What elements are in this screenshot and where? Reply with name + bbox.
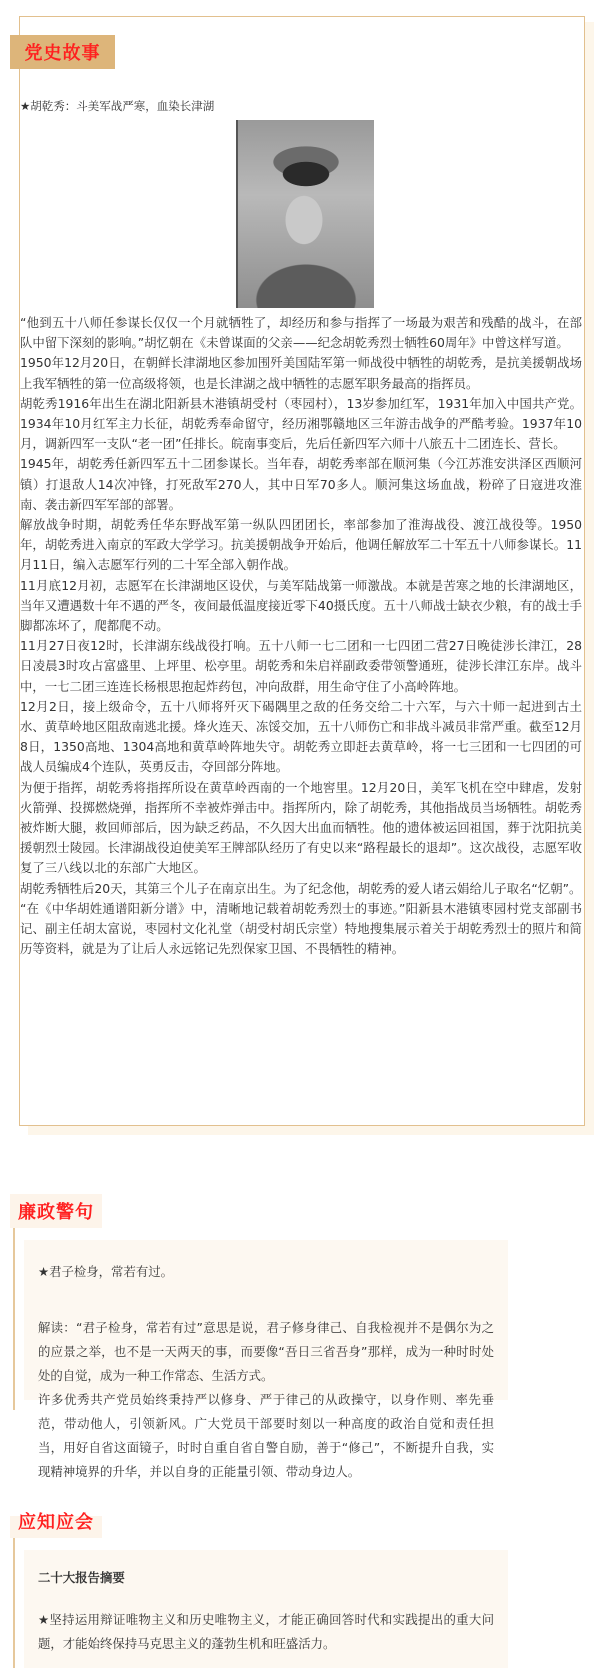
paragraph: “在《中华胡姓通谱阳新分谱》中，清晰地记载着胡乾秀烈士的事迹。”阳新县木港镇枣园村党支部副书记、副主任胡太富说，枣园村文化礼堂（胡受村胡氏宗堂）特地搜集展示着关于胡乾秀烈士的照片和简历等资料，就是为了让后人永远铭记先烈保家卫国、不畏牺牲的精神。 [20,900,582,957]
story-subtitle: ★胡乾秀：斗美军战严寒，血染长津湖 [20,99,215,113]
paragraph: ★坚持运用辩证唯物主义和历史唯物主义，才能正确回答时代和实践提出的重大问题，才能始终保持马克思主义的蓬勃生机和旺盛活力。 [38,1612,494,1651]
card-heading: 二十大报告摘要 [38,1570,125,1585]
paragraph: 为便于指挥，胡乾秀将指挥所设在黄草岭西南的一个地窖里。12月20日，美军飞机在空中肆虐，发射火箭弹、投掷燃烧弹，指挥所不幸被炸弹击中。指挥所内，除了胡乾秀，其他指战员当场牺牲。胡乾秀被炸断大腿，救回师部后，因为缺乏药品，不久因大出血而牺牲。他的遗体被运回祖国，葬于沈阳抗美援朝烈士陵园。长津湖战役迫使美军王牌部队经历了有史以来“路程最长的退却”。这次战役，志愿军收复了三八线以北的东部广大地区。 [20,779,582,876]
section-title: 党史故事 [24,43,101,64]
integrity-card [24,1240,508,1479]
paragraph: 1950年12月20日，在朝鲜长津湖地区参加围歼美国陆军第一师战役中牺牲的胡乾秀，是抗美援朝战场上我军牺牲的第一位高级将领，也是长津湖之战中牺牲的志愿军职务最高的指挥员。 [20,355,582,391]
paragraph: 11月27日夜12时，长津湖东线战役打响。五十八师一七二团和一七四团二营27日晚徒涉长津江，28日凌晨3时攻占富盛里、上坪里、松亭里。胡乾秀和朱启祥副政委带领警通班，徒涉长津江东岸。战斗中，一七二团三连连长杨根思抱起炸药包，冲向敌群，用生命守住了小高岭阵地。 [20,638,582,694]
quote: ★君子检身，常若有过。 [38,1264,174,1279]
section-rail [13,1228,15,1410]
story-body [20,313,582,960]
paragraph: 胡乾秀1916年出生在湖北阳新县木港镇胡受村（枣园村），13岁参加红军，1931年加入中国共产党。1934年10月红军主力长征，胡乾秀奉命留守，经历湘鄂赣地区三年游击战争的严酷考验。1937年10月，调新四军一支队“老一团”任排长。皖南事变后，先后任新四军六师十八旅五十二团连长、营长。 [20,395,582,452]
paragraph: 1945年，胡乾秀任新四军五十二团参谋长。当年春，胡乾秀率部在顺河集（今江苏淮安洪泽区西顺河镇）打退敌人14次冲锋，打死敌军270人，其中日军70多人。顺河集这场血战，粉碎了日寇进攻淮南、袭击新四军军部的部署。 [20,456,582,512]
paragraph: 许多优秀共产党员始终秉持严以修身、严于律己的从政操守，以身作则、率先垂范，带动他人，引领新风。广大党员干部要时刻以一种高度的政治自觉和责任担当，用好自省这面镜子，时时自重自省自警自励，善于“修己”，不断提升自我，实现精神境界的升华，并以自身的正能量引领、带动身边人。 [38,1392,494,1479]
paragraph: 胡乾秀牺牲后20天，其第三个儿子在南京出生。为了纪念他，胡乾秀的爱人诸云娟给儿子取名“忆朝”。 [20,880,582,896]
section-tab-knowledge [10,1512,102,1538]
paragraph: 12月2日，接上级命令，五十八师将歼灭下碣隅里之敌的任务交给二十六军，与六十师一起进到古土水、黄草岭地区阻敌南逃北援。烽火连天、冻馁交加，五十八师伤亡和非战斗减员非常严重。截至12月8日，1350高地、1304高地和黄草岭阵地失守。胡乾秀立即赶去黄草岭，将一七三团和一七四团的可战人员编成4个连队，英勇反击，夺回部分阵地。 [20,698,582,775]
section-tab-integrity [10,1194,102,1228]
spacer [38,1284,494,1308]
paragraph: 解放战争时期，胡乾秀任华东野战军第一纵队四团团长，率部参加了淮海战役、渡江战役等。1950年，胡乾秀进入南京的军政大学学习。抗美援朝战争开始后，他调任解放军二十军五十八师参谋长。11月11日，编入志愿军行列的二十军全部入朝作战。 [20,517,582,573]
portrait-photo [236,120,374,308]
paragraph: 11月底12月初，志愿军在长津湖地区设伏，与美军陆战第一师激战。本就是苦寒之地的长津湖地区，当年又遭遇数十年不遇的严冬，夜间最低温度接近零下40摄氏度。五十八师战士缺衣少粮，有的战士手脚都冻坏了，爬都爬不动。 [20,577,582,634]
paragraph: “他到五十八师任参谋长仅仅一个月就牺牲了，却经历和参与指挥了一场最为艰苦和残酷的战斗，在部队中留下深刻的影响。”胡忆朝在《未曾谋面的父亲——纪念胡乾秀烈士牺牲60周年》中曾这样写道。 [20,315,582,351]
paragraph: 解读：“君子检身，常若有过”意思是说，君子修身律己、自我检视并不是偶尔为之的应景之举，也不是一天两天的事，而要像“吾日三省吾身”那样，成为一种时时处处的自觉，成为一种工作常态、生活方式。 [38,1320,494,1383]
section-title: 廉政警句 [18,1202,94,1223]
section-title: 应知应会 [18,1512,94,1533]
section-tab-party-history [10,35,115,69]
section-rail [13,1538,15,1668]
knowledge-card [24,1550,508,1668]
